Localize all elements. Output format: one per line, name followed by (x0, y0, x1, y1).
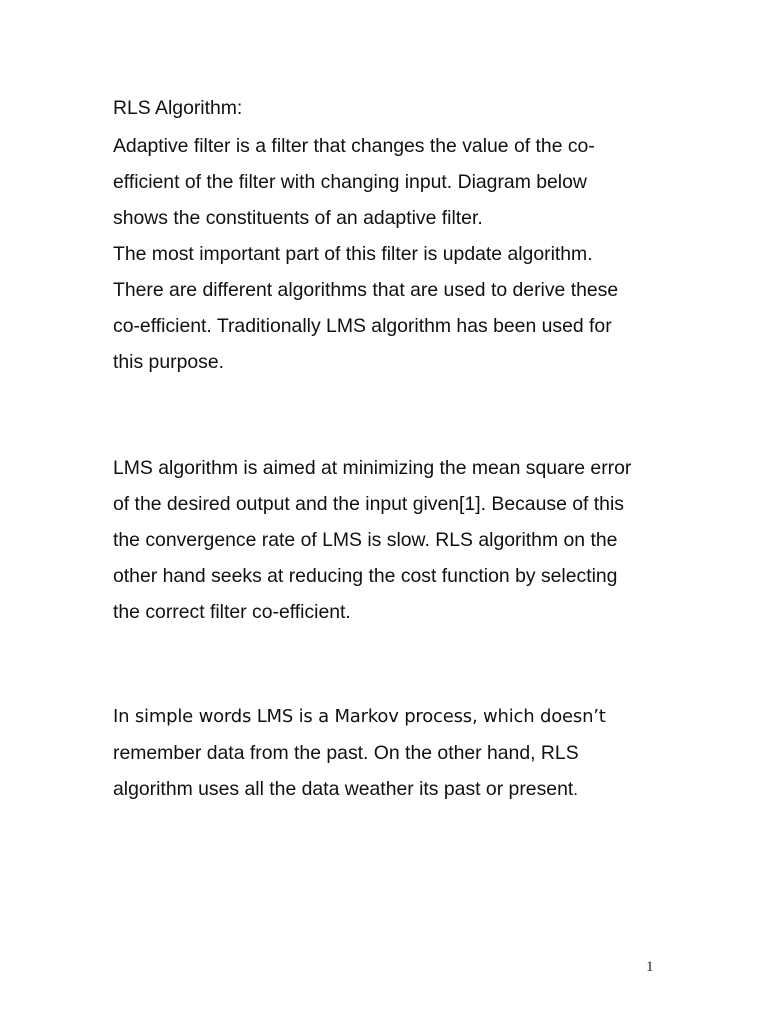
paragraph-line: this purpose. (113, 351, 225, 373)
page-number: 1 (646, 959, 654, 975)
paragraph-line: co-efficient. Traditionally LMS algorithm has been used for (113, 315, 612, 337)
paragraph-line: Adaptive filter is a filter that changes the value of the co- (113, 135, 595, 157)
paragraph-line (113, 771, 673, 808)
paragraph-line: shows the constituents of an adaptive filter. (113, 207, 483, 229)
heading-text: RLS Algorithm: (113, 97, 243, 119)
sentence-period: . (573, 781, 579, 799)
paragraph-line: In simple words LMS is a Markov process, which doesn’t (113, 706, 606, 727)
paragraph-line: other hand seeks at reducing the cost function by selecting (113, 565, 618, 587)
paragraph-adaptive-filter (113, 128, 673, 380)
paragraph-line: There are different algorithms that are used to derive these (113, 279, 619, 301)
paragraph-line: remember data from the past. On the other hand, RLS (113, 742, 579, 764)
paragraph-lms-comparison (113, 450, 673, 630)
paragraph-line: The most important part of this filter is update algorithm. (113, 243, 593, 265)
paragraph-line: the convergence rate of LMS is slow. RLS algorithm on the (113, 529, 618, 551)
paragraph-line: the correct filter co-efficient. (113, 601, 351, 623)
paragraph-line: of the desired output and the input given[1]. Because of this (113, 493, 624, 515)
paragraph-line: efficient of the filter with changing input. Diagram below (113, 171, 587, 193)
paragraph-line: LMS algorithm is aimed at minimizing the mean square error (113, 457, 632, 479)
paragraph-simple-words (113, 699, 673, 808)
paragraph-line-main-text: algorithm uses all the data weather its past or present (113, 778, 574, 800)
section-heading (113, 90, 673, 126)
